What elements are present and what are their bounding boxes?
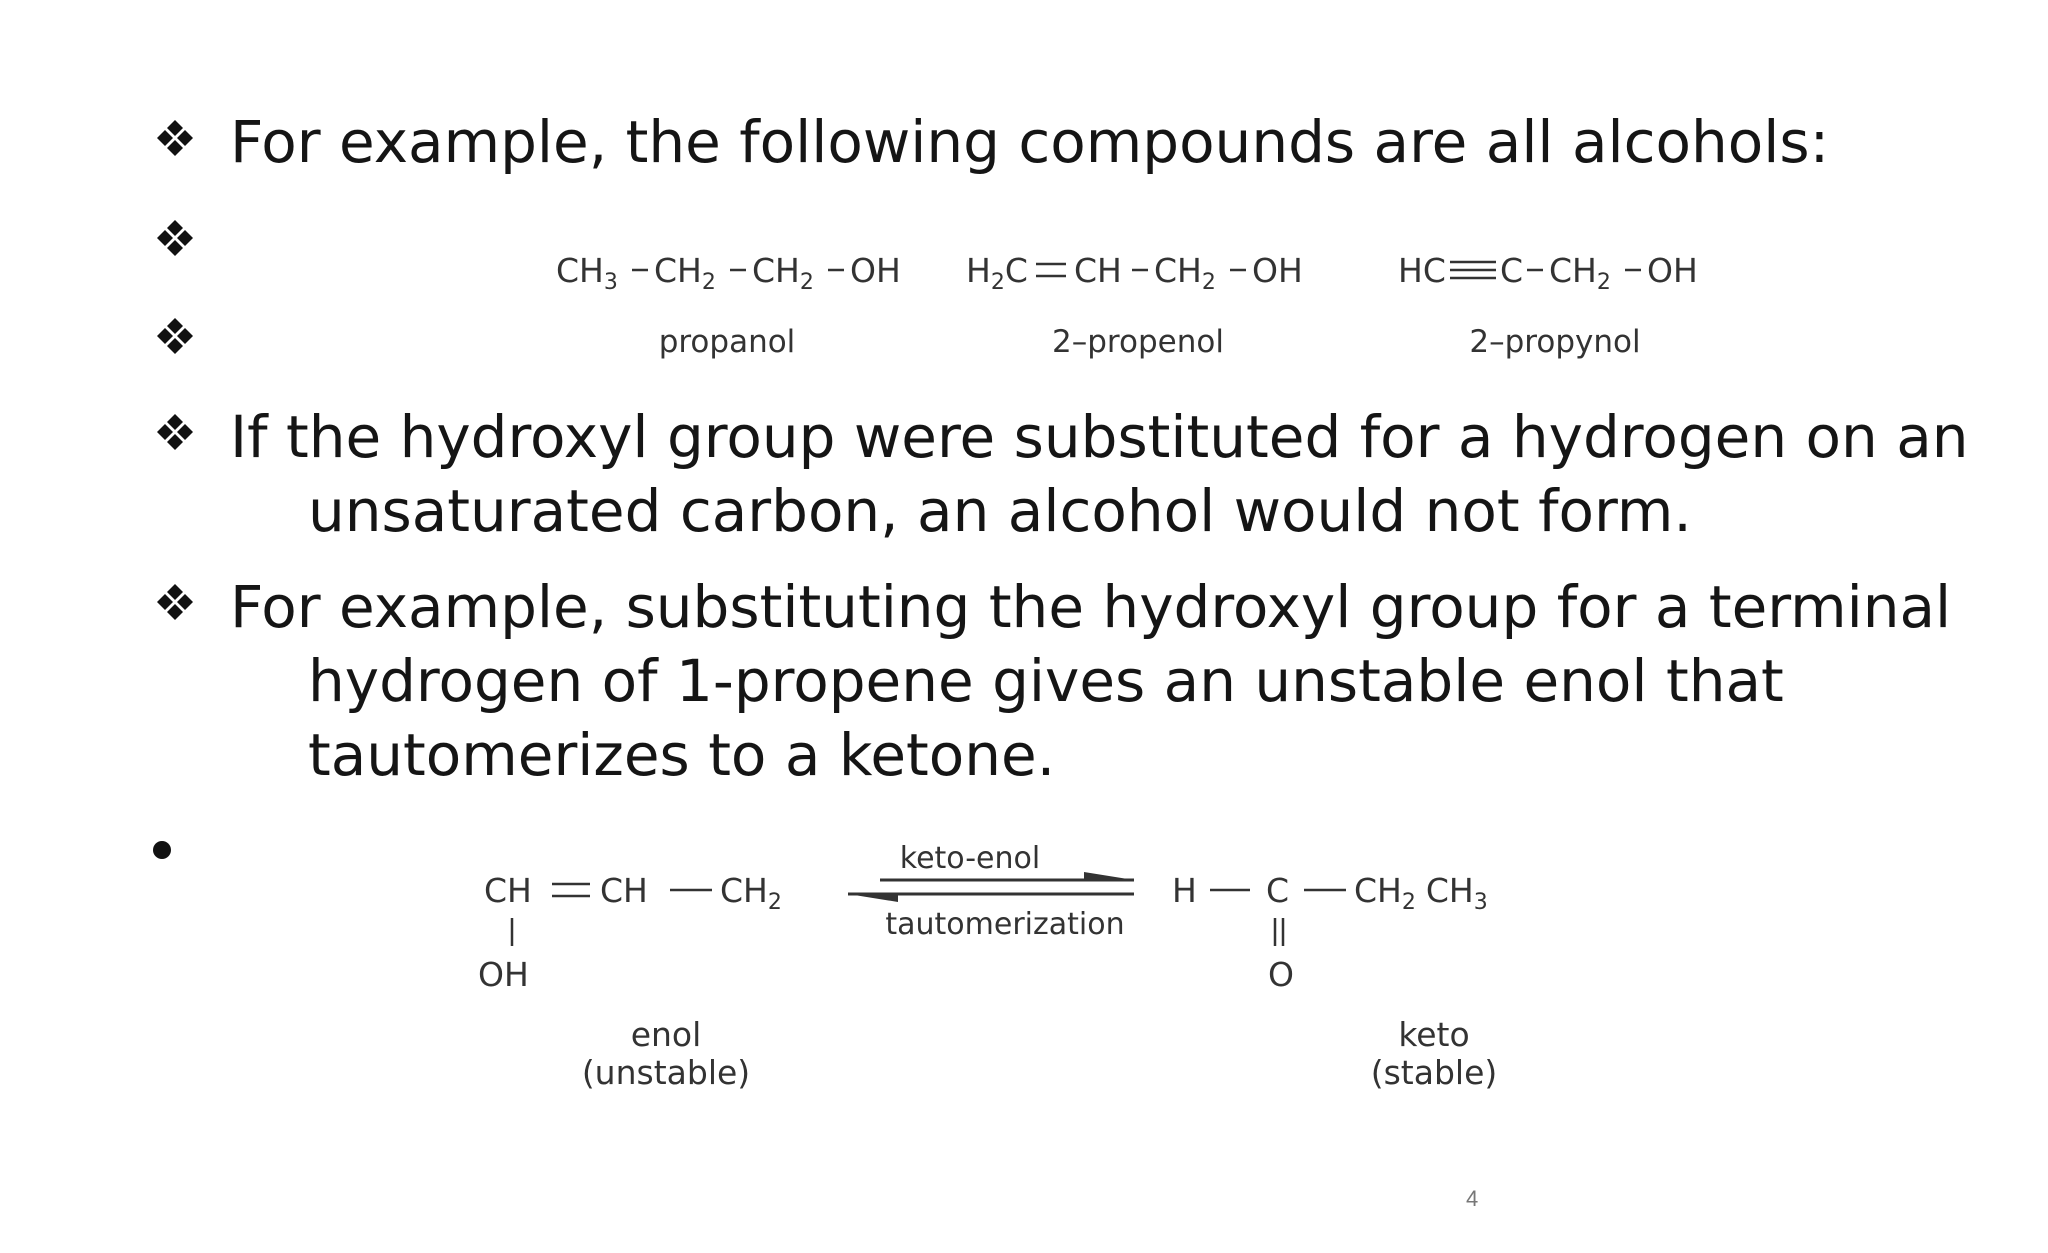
arrow-bottom-label: tautomerization [885,907,1125,942]
svg-text:HC: HC [1398,251,1446,290]
propanol-formula [556,251,901,295]
compound-name: propanol [658,324,796,360]
compound-name: 2–propenol [1052,324,1224,360]
svg-text:CH2: $CH_2$ [1549,251,1611,295]
compound-name: 2–propynol [1469,324,1641,360]
svg-text:CH2CH3: $CH_2$ $CH_3$ [1354,871,1488,915]
keto-stability-label: (stable) [1370,1053,1498,1092]
paragraph-line: If the hydroxyl group were substituted for a hydrogen on an [230,403,1969,471]
svg-text:C: C [1266,871,1290,910]
svg-text:CH2: $CH_2$ [752,251,814,295]
keto-structure [1172,871,1488,994]
svg-text:H2C: $H_2C$ [966,251,1028,295]
equilibrium-arrows-icon [848,872,1134,902]
svg-text:H: H [1172,871,1197,910]
keto-label: keto [1398,1015,1470,1054]
svg-text:CH: CH [484,871,532,910]
paragraph-line: For example, the following compounds are all alcohols: [230,108,1830,176]
paragraph-line: tautomerizes to a ketone. [308,721,1056,789]
svg-text:OH: OH [850,251,901,290]
paragraph-line: unsaturated carbon, an alcohol would not form. [308,477,1692,545]
svg-text:CH3: $CH_3$ [556,251,618,295]
arrow-top-label: keto-enol [899,841,1041,876]
svg-text:CH: CH [1074,251,1122,290]
enol-structure [478,871,782,994]
svg-text:C: C [1500,251,1524,290]
enol-label: enol [630,1015,702,1054]
propenol-formula [966,251,1303,295]
svg-text:CH2: $CH_2$ [1154,251,1216,295]
propynol-formula [1398,251,1698,295]
paragraph-line: For example, substituting the hydroxyl group for a terminal [230,573,1952,641]
svg-text:CH2: $CH_2$ [654,251,716,295]
paragraph-line: hydrogen of 1-propene gives an unstable enol that [308,647,1784,715]
enol-stability-label: (unstable) [581,1053,751,1092]
page-number: 4 [1466,1186,1479,1211]
svg-text:OH: OH [478,955,529,994]
svg-text:CH2: $CH_2$ [720,871,782,915]
svg-text:CH: CH [600,871,648,910]
svg-text:OH: OH [1647,251,1698,290]
svg-text:O: O [1268,955,1294,994]
svg-text:OH: OH [1252,251,1303,290]
